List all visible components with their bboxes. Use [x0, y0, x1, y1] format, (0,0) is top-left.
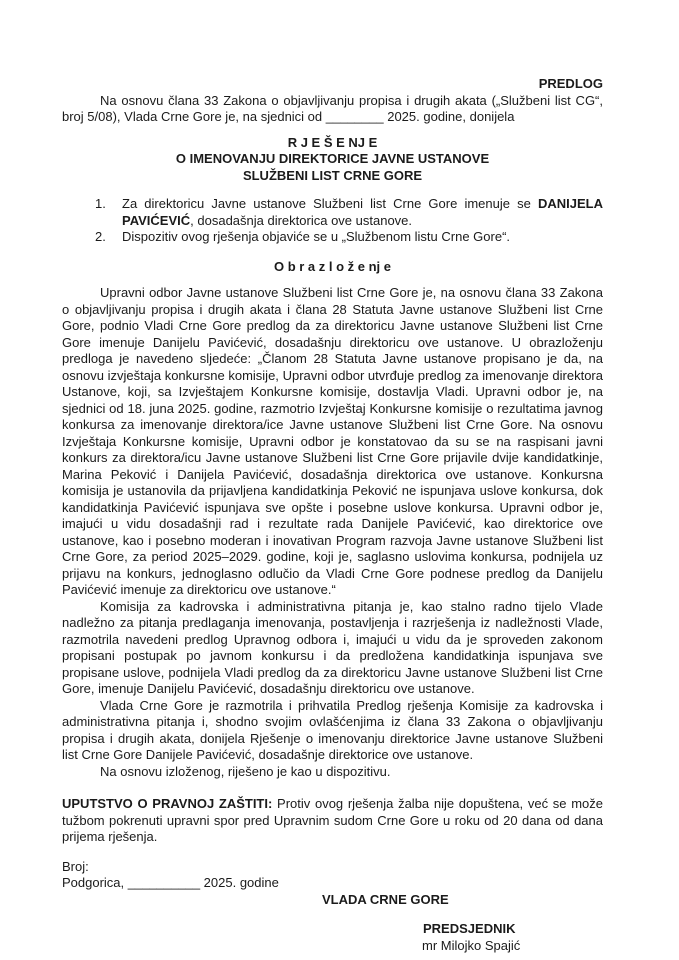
decision-title-line3: SLUŽBENI LIST CRNE GORE [242, 167, 423, 183]
item-number: 1. [95, 196, 106, 211]
appointee-name: DANIJELA PAVIĆEVIĆ [122, 196, 603, 228]
reasoning-paragraph-4: Na osnovu izloženog, riješeno je kao u dispozitivu. [100, 763, 391, 779]
footer-block [62, 859, 603, 955]
reasoning-paragraph-1: Upravni odbor Javne ustanove Službeni list Crne Gore je, na osnovu člana 33 Zakona o objavljivanju propisa i drugih akata i člana 28 Statuta Javne ustanove Službeni list Crne Gore, podnio Vladi Crne Gore predlog da za direktoricu Javne ustanove Službeni list Crne Gore imenuje Danijelu Pavićević, dosadašnju direktoricu ove ustanove. U obrazloženju predloga je navedeno sljedeće: „Članom 28 Statuta Javne ustanove propisano je da, na osnovu izvještaja konkursne komisije, Upravni odbor utvrđuje predlog za imenovanje direktora Ustanove, koji, sa Izvještajem Konkursne komisije, dostavlja Vladi. Upravni odbor je, na sjednici od 18. juna 2025. godine, razmotrio Izvještaj Konkursne komisije o rezultatima javnog konkursa za imenovanje direktora/ice Javne ustanove Službeni list Crne Gore. Na osnovu Izvještaja Konkursne komisije, Upravni odbor je konstatovao da su se na raspisani javni konkurs za direktora/icu Javne ustanove Službeni list Crne Gore prijavile dvije kandidatkinje, Marina Peković i Danijela Pavićević, dosadašnja direktorica ove ustanove. Konkursna komisija je ustanovila da prijavljena kandidatkinja Peković ne ispunjava uslove konkursa, dok kandidatkinja Pavićević ispunjava sve opšte i posebne uslove konkursa. Upravni odbor je, imajući u vidu dosadašnji rad i rezultate rada Danijele Pavićević, kao direktorice ove ustanove, kao i posebno moderan i inovativan Program razvoja Javne ustanove Službeni list Crne Gore, za period 2025–2029. godine, koji je, saglasno uslovima konkursa, podnijela uz prijavu na konkurs, jednoglasno odlučio da Vladi Crne Gore podnese predlog da Danijelu Pavićević imenuje za direktoricu ove ustanove.“ [62, 285, 603, 597]
president-title: PREDSJEDNIK [423, 921, 516, 936]
number-label: Broj: [62, 858, 89, 874]
decision-item-2 [62, 229, 603, 246]
item-text-post: , dosadašnja direktorica ove ustanove. [190, 212, 413, 228]
item-number: 2. [95, 229, 106, 244]
intro-paragraph: Na osnovu člana 33 Zakona o objavljivanju propisa i drugih akata („Službeni list CG“, broj 5/08), Vlada Crne Gore je, na sjednici od ________ 2025. godine, donijela [62, 92, 603, 124]
reasoning-paragraph-2: Komisija za kadrovska i administrativna pitanja je, kao stalno radno tijelo Vlade nadležno za pitanja predlaganja imenovanja, postavljenja i razrješenja iz nadležnosti Vlade, razmotrila navedeni predlog Upravnog odbora i, imajući u vidu da je sproveden zakonom propisani postupak po javnom konkursu i da predložena kandidatkinja ispunjava sve propisane uslove, podnijela Vladi predlog da za direktoricu Javne ustanove Službeni list Crne Gore, imenuje Danijelu Pavićević, dosadašnju direktoricu ove ustanove. [62, 598, 603, 696]
decision-item-1 [62, 196, 603, 229]
document-content [62, 76, 603, 954]
government-name: VLADA CRNE GORE [322, 891, 449, 907]
reasoning-paragraph-3: Vlada Crne Gore je razmotrila i prihvatila Predlog rješenja Komisije za kadrovska i administrativna pitanja i, shodno svojim ovlašćenjima iz člana 33 Zakona o objavljivanju propisa i drugih akata, donijela Rješenje o imenovanju direktorice Javne ustanove Službeni list Crne Gore Danijele Pavićević, dosadašnje direktorice ove ustanove. [62, 697, 603, 762]
legal-remedy-label: UPUTSTVO O PRAVNOJ ZAŠTITI: [62, 796, 273, 811]
item-text: Dispozitiv ovog rješenja objaviće se u „Službenom listu Crne Gore“. [122, 229, 511, 244]
legal-remedy-text: Protiv ovog rješenja žalba nije dopuštena, već se može tužbom pokrenuti upravni spor pred Upravnim sudom Crne Gore u roku od 20 dana od dana prijema rješenja. [62, 796, 603, 844]
decision-title-line1: R J E Š E NJ E [287, 134, 378, 150]
decision-title-line2: O IMENOVANJU DIREKTORICE JAVNE USTANOVE [175, 151, 490, 166]
item-text-pre: Za direktoricu Javne ustanove Službeni list Crne Gore imenuje se [122, 196, 538, 211]
item-text [122, 196, 603, 229]
legal-remedy-paragraph [62, 796, 603, 846]
president-name: mr Milojko Spajić [422, 937, 521, 953]
decision-title [62, 135, 603, 185]
predlog-label: PREDLOG [538, 76, 603, 91]
section-heading-obrazlozenje: O b r a z l o ž e nj e [273, 258, 392, 274]
place-date-line: Podgorica, __________ 2025. godine [62, 875, 279, 890]
decision-items [62, 196, 603, 246]
